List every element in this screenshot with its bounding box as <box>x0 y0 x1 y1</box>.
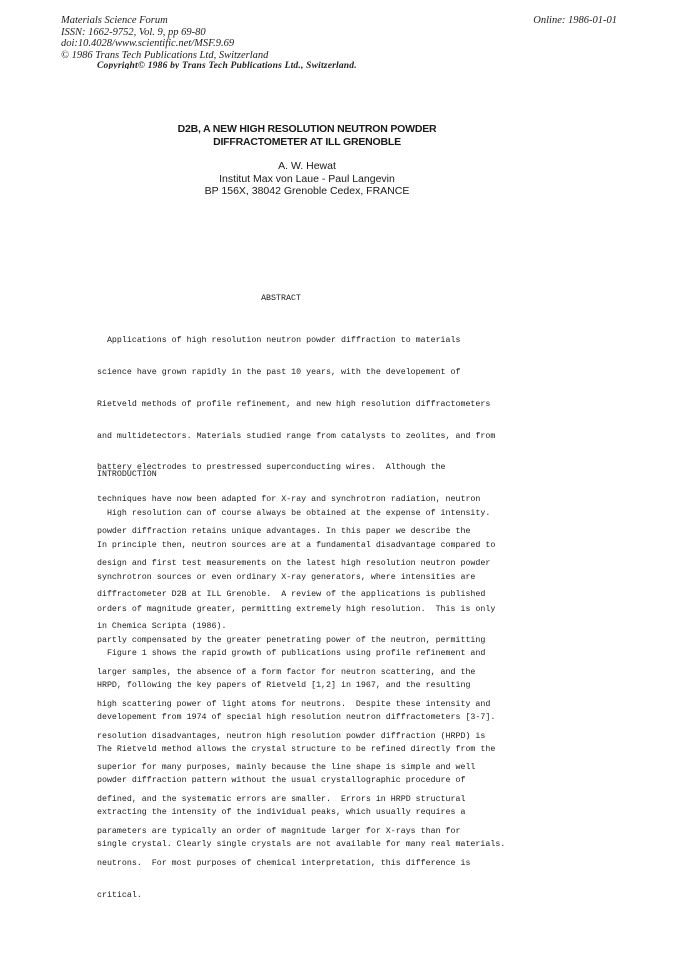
copyright-line: © 1986 Trans Tech Publications Ltd, Switzerland <box>61 49 269 61</box>
online-date: Online: 1986-01-01 <box>533 15 617 26</box>
abstract-line: powder diffraction retains unique advantages. In this paper we describe the <box>97 526 471 536</box>
paragraph-line: resolution disadvantages, neutron high resolution powder diffraction (HRPD) is <box>97 731 486 741</box>
paragraph-line: High resolution can of course always be obtained at the expense of intensity. <box>97 509 491 519</box>
paragraph-line: powder diffraction pattern without the usual crystallographic procedure of <box>97 776 466 786</box>
affiliation-line: Institut Max von Laue - Paul Langevin <box>219 172 395 185</box>
abstract-line: and multidetectors. Materials studied range from catalysts to zeolites, and from <box>97 431 496 441</box>
title-line: D2B, A NEW HIGH RESOLUTION NEUTRON POWDER <box>177 123 437 135</box>
abstract-line: science have grown rapidly in the past 10 years, with the developement of <box>97 367 461 377</box>
abstract-heading: ABSTRACT <box>261 294 301 303</box>
title-line: DIFFRACTOMETER AT ILL GRENOBLE <box>213 135 401 148</box>
abstract-line: in Chemica Scripta (1986). <box>97 622 227 632</box>
journal-name: Materials Science Forum <box>61 15 168 26</box>
author-block <box>0 160 614 198</box>
paragraph-line: The Rietveld method allows the crystal structure to be refined directly from the <box>97 744 496 754</box>
author-name: A. W. Hewat <box>278 160 336 172</box>
paragraph-line: partly compensated by the greater penetrating power of the neutron, permitting <box>97 636 486 646</box>
affiliation-line: BP 156X, 38042 Grenoble Cedex, FRANCE <box>204 185 410 197</box>
abstract-line: design and first test measurements on the latest high resolution neutron powder <box>97 558 491 568</box>
paragraph-line: defined, and the systematic errors are smaller. Errors in HRPD structural <box>97 795 466 805</box>
paragraph-line: superior for many purposes, mainly because the line shape is simple and well <box>97 763 476 773</box>
abstract-line: battery electrodes to prestressed superconducting wires. Although the <box>97 463 446 473</box>
introduction-paragraph-2 <box>97 628 505 861</box>
paragraph-line: neutrons. For most purposes of chemical interpretation, this difference is <box>97 858 471 868</box>
paragraph-line: orders of magnitude greater, permitting extremely high resolution. This is only <box>97 604 496 614</box>
abstract-line: Applications of high resolution neutron powder diffraction to materials <box>97 336 461 346</box>
abstract-line: Rietveld methods of profile refinement, and new high resolution diffractometers <box>97 399 491 409</box>
paragraph-line: high scattering power of light atoms for neutrons. Despite these intensity and <box>97 699 491 709</box>
scanned-copyright-strip: Copyright© 1986 by Trans Tech Publications Ltd., Switzerland. <box>97 61 357 69</box>
abstract-line: diffractometer D2B at ILL Grenoble. A review of the applications is published <box>97 590 486 600</box>
paragraph-line: critical. <box>97 890 142 900</box>
paragraph-line: extracting the intensity of the individual peaks, which usually requires a <box>97 808 466 818</box>
introduction-heading: INTRODUCTION <box>97 470 157 479</box>
paper-title <box>0 123 614 148</box>
publication-header <box>61 15 617 61</box>
paragraph-line: parameters are typically an order of magnitude larger for X-rays than for <box>97 827 461 836</box>
abstract-line: techniques have now been adapted for X-ray and synchrotron radiation, neutron <box>97 495 481 505</box>
paragraph-line: larger samples, the absence of a form factor for neutron scattering, and the <box>97 668 476 678</box>
paragraph-line: developement from 1974 of special high resolution neutron diffractometers [3-7]. <box>97 712 496 722</box>
paragraph-line: Figure 1 shows the rapid growth of publications using profile refinement and <box>97 649 486 659</box>
paragraph-line: synchrotron sources or even ordinary X-ray generators, where intensities are <box>97 572 476 582</box>
paragraph-line: HRPD, following the key papers of Rietveld [1,2] in 1967, and the resulting <box>97 680 471 690</box>
issn-line: ISSN: 1662-9752, Vol. 9, pp 69-80 <box>61 26 206 38</box>
doi-line[interactable]: doi:10.4028/www.scientific.net/MSF.9.69 <box>61 38 235 49</box>
paragraph-line: single crystal. Clearly single crystals are not available for many real materials. <box>97 839 506 849</box>
paragraph-line: In principle then, neutron sources are at a fundamental disadvantage compared to <box>97 540 496 550</box>
